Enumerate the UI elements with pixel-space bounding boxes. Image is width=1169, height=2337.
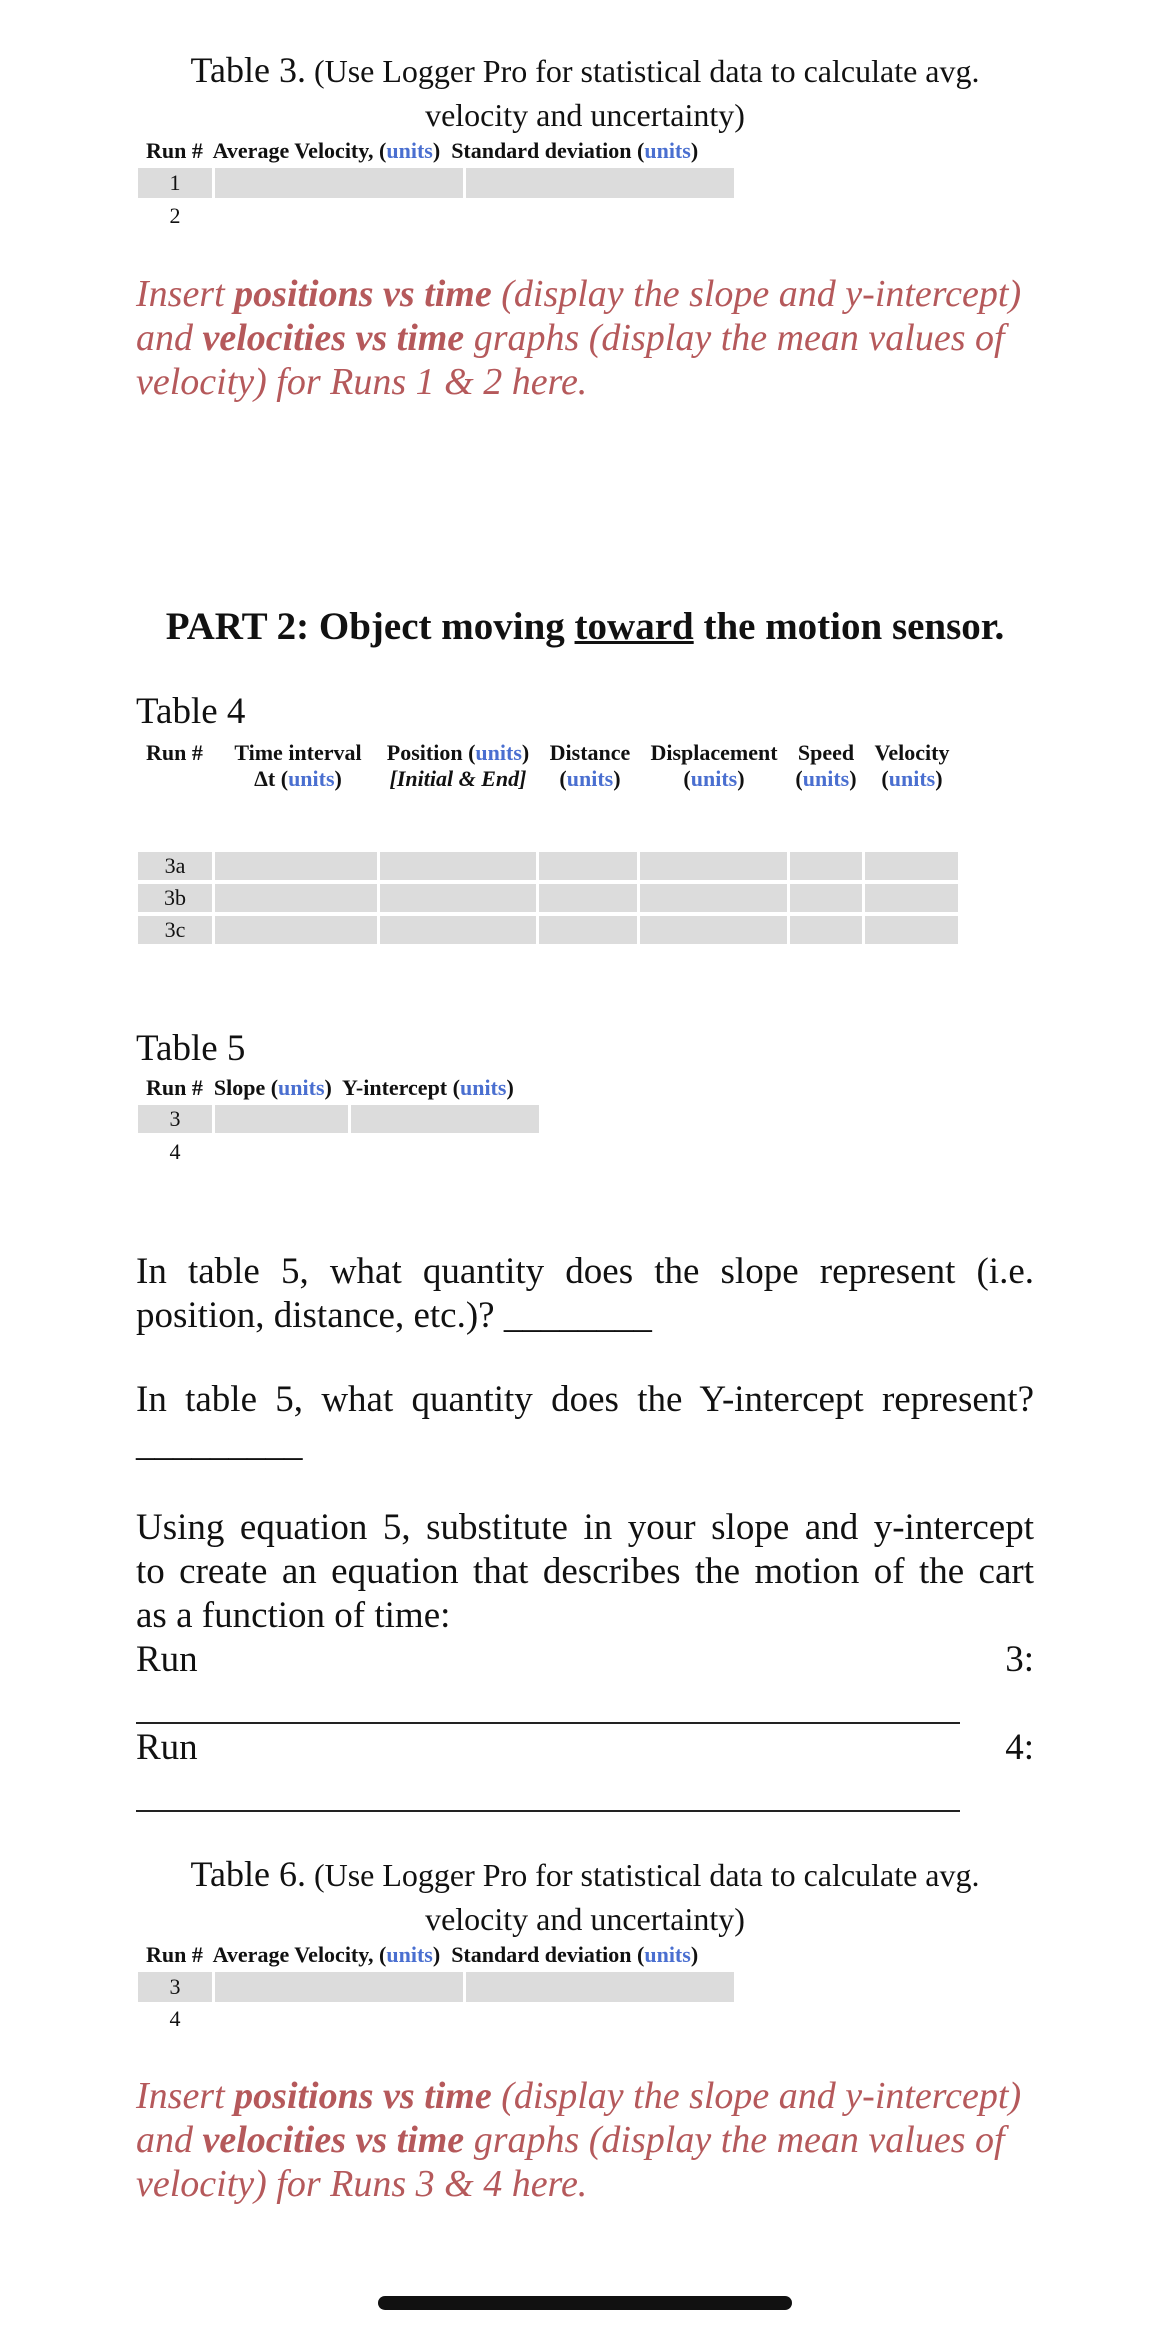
table4-cell[interactable] [790,852,862,880]
table6-header-std-dev: Standard deviation (units) [451,1942,699,1967]
run4-equation-row [136,1726,1034,1770]
table3-row1-std-cell[interactable] [466,168,734,198]
table5-header-yintercept: Y-intercept (units) [342,1075,514,1100]
run4-label: Run [136,1727,198,1768]
table5-row1-slope-cell[interactable] [215,1105,348,1133]
table3-caption-label: Table 3. [190,50,306,90]
table4-cell[interactable] [790,884,862,912]
table3-header-run: Run # [146,138,203,163]
table5-header-run: Run # [146,1075,203,1100]
table6-header-avg-velocity: Average Velocity, (units) [212,1942,441,1967]
table4-cell[interactable] [865,852,958,880]
question-yintercept: In table 5, what quantity does the Y-intercept represent? _________ [136,1379,1034,1464]
table4-cell[interactable] [539,916,637,944]
run4-answer-line[interactable] [136,1810,960,1812]
table4-header-displacement: Displacement (units) [650,740,778,791]
table6-caption-label: Table 6. [190,1854,306,1894]
table4-cell[interactable] [865,916,958,944]
table6-row2-run: 4 [169,2006,181,2031]
table4-run-label: 3a [164,853,186,878]
table3-caption-text2: velocity and uncertainty) [425,97,745,133]
table6-row1-avg-cell[interactable] [215,1972,463,2002]
table4-cell[interactable] [539,884,637,912]
table4-cell[interactable] [380,852,536,880]
table4-header-speed: Speed (units) [795,740,857,791]
table4-cell[interactable] [215,884,377,912]
table3-row1-avg-cell[interactable] [215,168,463,198]
table4-run-label: 3b [164,885,186,910]
home-indicator[interactable] [378,2296,792,2310]
table4-title: Table 4 [136,691,246,732]
insert-graphs-instruction-1: Insert positions vs time (display the slope and y-intercept) and velocities vs time graphs (display the mean values of velocity) for Runs 1 & 2 here. [136,273,1022,403]
table3-header-avg-velocity: Average Velocity, (units) [212,138,441,163]
insert-graphs-instruction-2: Insert positions vs time (display the slope and y-intercept) and velocities vs time graphs (display the mean values of velocity) for Runs 3 & 4 here. [136,2075,1022,2205]
table6-row1-std-cell[interactable] [466,1972,734,2002]
table4-header-time: Time interval Δt (units) [234,740,362,791]
table5-row1-yint-cell[interactable] [351,1105,539,1133]
table3-row1-run: 1 [169,170,181,195]
table4-cell[interactable] [790,916,862,944]
table4-header-run: Run # [146,740,203,765]
run4-number: 4: [1005,1727,1034,1768]
table6-caption-text: (Use Logger Pro for statistical data to calculate avg. [313,1857,980,1893]
table3-caption-text: (Use Logger Pro for statistical data to calculate avg. [313,53,980,89]
table6-caption-text2: velocity and uncertainty) [425,1901,745,1937]
part2-heading: PART 2: Object moving toward the motion sensor. [165,605,1005,648]
run3-equation-row [136,1638,1034,1682]
question-equation: Using equation 5, substitute in your slope and y-intercept to create an equation that describes the motion of the cart as a function of time: [136,1507,1034,1636]
table5-row1-run: 3 [169,1106,181,1131]
run3-answer-line[interactable] [136,1722,960,1724]
table5-row2-run: 4 [169,1139,181,1164]
table5-header-slope: Slope (units) [213,1075,332,1100]
question-slope: In table 5, what quantity does the slope represent (i.e. position, distance, etc.)? ________ [136,1251,1034,1336]
table4-header-velocity: Velocity (units) [874,740,950,791]
table3-caption [120,48,1050,137]
table5-title: Table 5 [136,1028,246,1069]
table4-cell[interactable] [380,916,536,944]
table4-run-label: 3c [164,917,186,942]
table4-cell[interactable] [380,884,536,912]
run3-label: Run [136,1639,198,1680]
table6-header-run: Run # [146,1942,203,1967]
table4-cell[interactable] [640,884,787,912]
table6-header [146,1942,698,1968]
table6-caption [120,1852,1050,1941]
run3-number: 3: [1005,1639,1034,1680]
table3-header [146,138,698,164]
table4-cell[interactable] [215,852,377,880]
table4-cell[interactable] [215,916,377,944]
table5-header [146,1075,514,1101]
table4-header-distance: Distance (units) [549,740,631,791]
table4-cell[interactable] [640,852,787,880]
table4-cell[interactable] [865,884,958,912]
table3-row2-run: 2 [169,203,181,228]
table3-header-std-dev: Standard deviation (units) [451,138,699,163]
table4-header-position: Position (units) [Initial & End] [386,740,530,791]
table4-cell[interactable] [640,916,787,944]
table4-cell[interactable] [539,852,637,880]
table6-row1-run: 3 [169,1974,181,1999]
